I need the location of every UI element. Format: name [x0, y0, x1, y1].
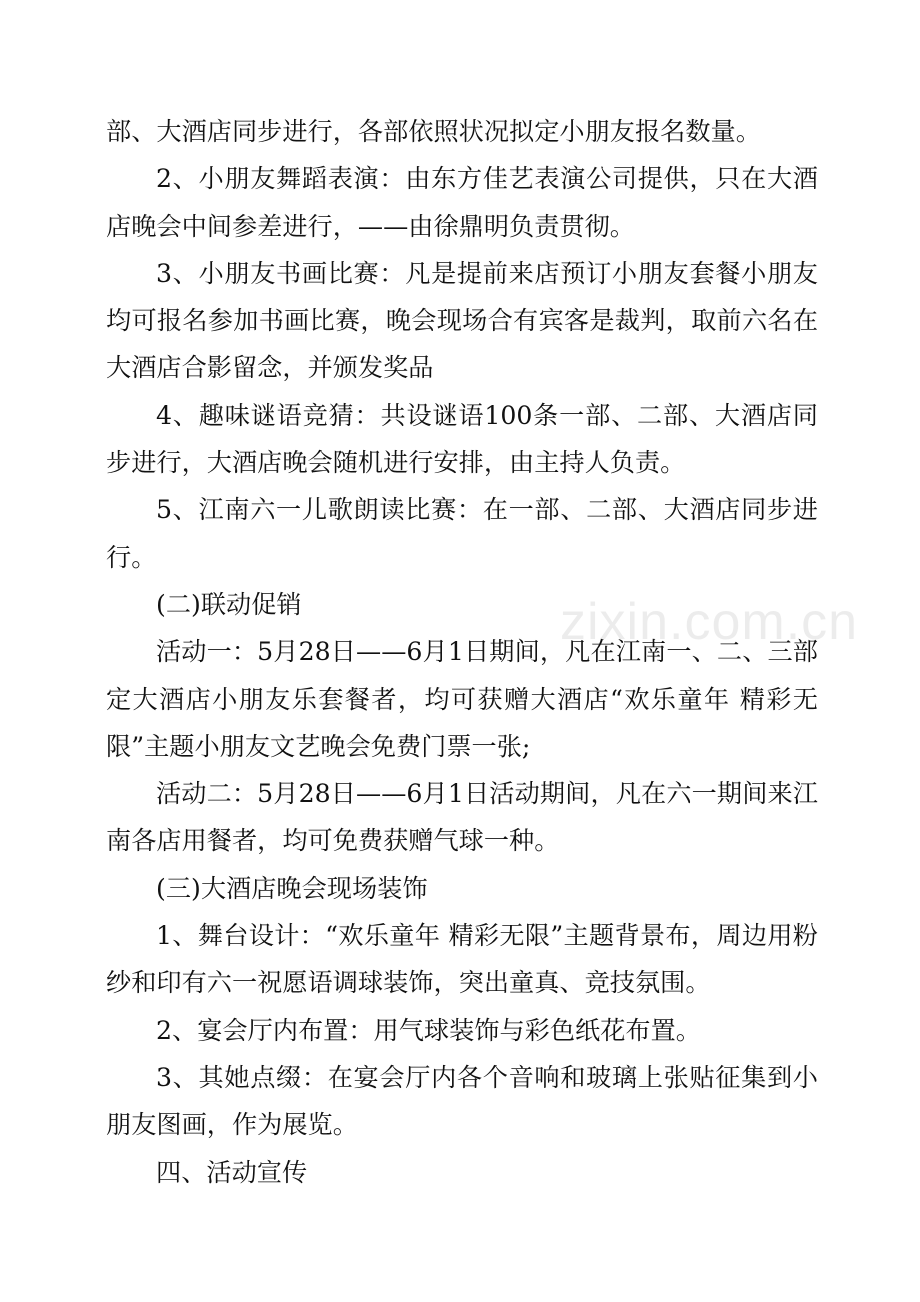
document-body [106, 108, 818, 1196]
paragraph-other-decor: 3、其她点缀：在宴会厅内各个音响和玻璃上张贴征集到小朋友图画，作为展览。 [106, 1062, 818, 1140]
paragraph-hall-layout: 2、宴会厅内布置：用气球装饰与彩色纸花布置。 [156, 1015, 701, 1045]
paragraph-continuation: 部、大酒店同步进行，各部依照状况拟定小朋友报名数量。 [106, 117, 761, 146]
section-heading-decoration: (三)大酒店晚会现场装饰 [156, 873, 428, 903]
paragraph-item-2-dance: 2、小朋友舞蹈表演：由东方佳艺表演公司提供，只在大酒店晚会中间参差进行，——由徐鼎明负责贯彻。 [106, 164, 818, 241]
paragraph-item-3-painting: 3、小朋友书画比赛：凡是提前来店预订小朋友套餐小朋友均可报名参加书画比赛，晚会现场合有宾客是裁判，取前六名在大酒店合影留念，并颁发奖品 [106, 258, 818, 383]
watermark-text: zixin.com.cn [560, 593, 859, 651]
paragraph-item-4-riddles: 4、趣味谜语竞猜：共设谜语100条一部、二部、大酒店同步进行，大酒店晚会随机进行安排，由主持人负责。 [106, 400, 818, 478]
paragraph-item-5-reading: 5、江南六一儿歌朗读比赛：在一部、二部、大酒店同步进行。 [106, 495, 818, 572]
paragraph-activity-2: 活动二：5月28日——6月1日活动期间，凡在六一期间来江南各店用餐者，均可免费获赠气球一种。 [106, 779, 818, 856]
section-heading-promotion: (二)联动促销 [156, 589, 302, 619]
paragraph-stage-design: 1、舞台设计：“欢乐童年 精彩无限”主题背景布，周边用粉纱和印有六一祝愿语调球装饰，突出童真、竞技氛围。 [106, 921, 818, 998]
paragraph-activity-1: 活动一：5月28日——6月1日期间，凡在江南一、二、三部定大酒店小朋友乐套餐者，均可获赠大酒店“欢乐童年 精彩无限”主题小朋友文艺晚会免费门票一张; [106, 637, 818, 761]
section-heading-publicity: 四、活动宣传 [156, 1157, 308, 1187]
